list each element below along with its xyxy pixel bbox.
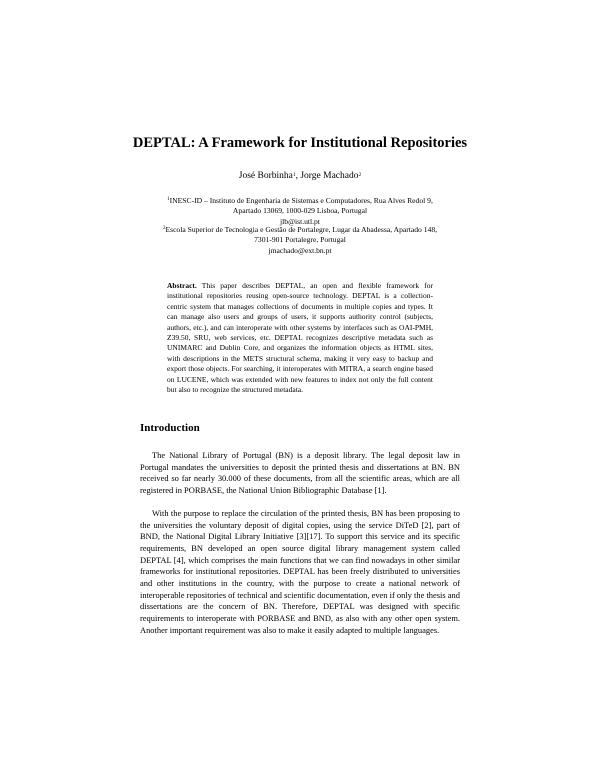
affiliation-line: 7301-901 Portalegre, Portugal	[254, 235, 346, 245]
section-heading: Introduction	[140, 422, 200, 434]
abstract-label: Abstract.	[167, 281, 197, 290]
author-affiliation-mark: 2	[358, 172, 362, 178]
author-line	[0, 170, 600, 182]
body-paragraph: The National Library of Portugal (BN) is a deposit library. The legal deposit law in Portugal mandates the universities to deposit the printed thesis and dissertations at BN. BN received so far nearly 30.000 of these documents, from all the scientific areas, which are all registered in PORBASE, the National Union Bibliographic Database [1].	[140, 450, 460, 495]
author-separator: ,	[295, 171, 301, 181]
paper-title: DEPTAL: A Framework for Institutional Repositories	[132, 135, 468, 151]
affiliation-mark: 1	[167, 197, 170, 202]
body-paragraph: With the purpose to replace the circulation of the printed thesis, BN has been proposing to the universities the voluntary deposit of digital copies, using the service DiTeD [2], part of BND, the National Digital Library Initiative [3][17]. To support this service and its specific requirements, BN developed an open source digital library management system called DEPTAL [4], which comprises the main functions that we can find nowadays in other similar frameworks for institutional repositories. DEPTAL has been freely distributed to universities and other institutions in the country, with the purpose to create a national network of interoperable repositories of technical and scientific documentation, even if only the thesis and dissertations are the concern of BN. Therefore, DEPTAL was designed with specific requirements to interoperate with PORBASE and BND, as also with any other open system. Another important requirement was also to make it easily adapted to multiple languages.	[140, 508, 460, 635]
abstract	[167, 281, 433, 395]
affiliation-address	[140, 196, 460, 206]
affiliation-line: INESC-ID – Instituto de Engenharia de Sistemas e Computadores, Rua Alves Redol 9,	[169, 196, 433, 205]
affiliation-line: Apartado 13069, 1000-029 Lisboa, Portugal	[232, 206, 368, 216]
affiliation-email: jmachado@ext.bn.pt	[268, 245, 332, 255]
author-name: José Borbinha	[238, 171, 293, 181]
affiliation-block	[140, 225, 460, 256]
author-affiliation-mark: 1	[292, 172, 296, 178]
affiliation-block	[140, 196, 460, 227]
abstract-text: This paper describes DEPTAL, an open and flexible framework for institutional repositories reusing open-source technology. DEPTAL is a collection-centric system that manages collections of documents in multiple copies and types. It can manage also users and groups of users, it supports authority control (subjects, authors, etc.), and can interoperate with other systems by interfaces such as OAI-PMH, Z39.50, SRU, web services, etc. DEPTAL recognizes descriptive metadata such as UNIMARC and Dublin Core, and organizes the information objects as HTML sites, with descriptions in the METS structural schema, making it very easy to backup and export those objects. For searching, it interoperates with MITRA, a search engine based on LUCENE, which was extended with new features to index not only the full content but also to recognize the structured metadata.	[167, 281, 433, 395]
affiliation-email: jlb@ist.utl.pt	[280, 216, 320, 226]
author-name: Jorge Machado	[300, 171, 359, 181]
affiliation-address	[140, 225, 460, 235]
affiliation-mark: 2	[162, 226, 166, 231]
affiliation-line: Escola Superior de Tecnologia e Gestão de Portalegre, Lugar da Abadessa, Apartado 148,	[165, 225, 438, 234]
